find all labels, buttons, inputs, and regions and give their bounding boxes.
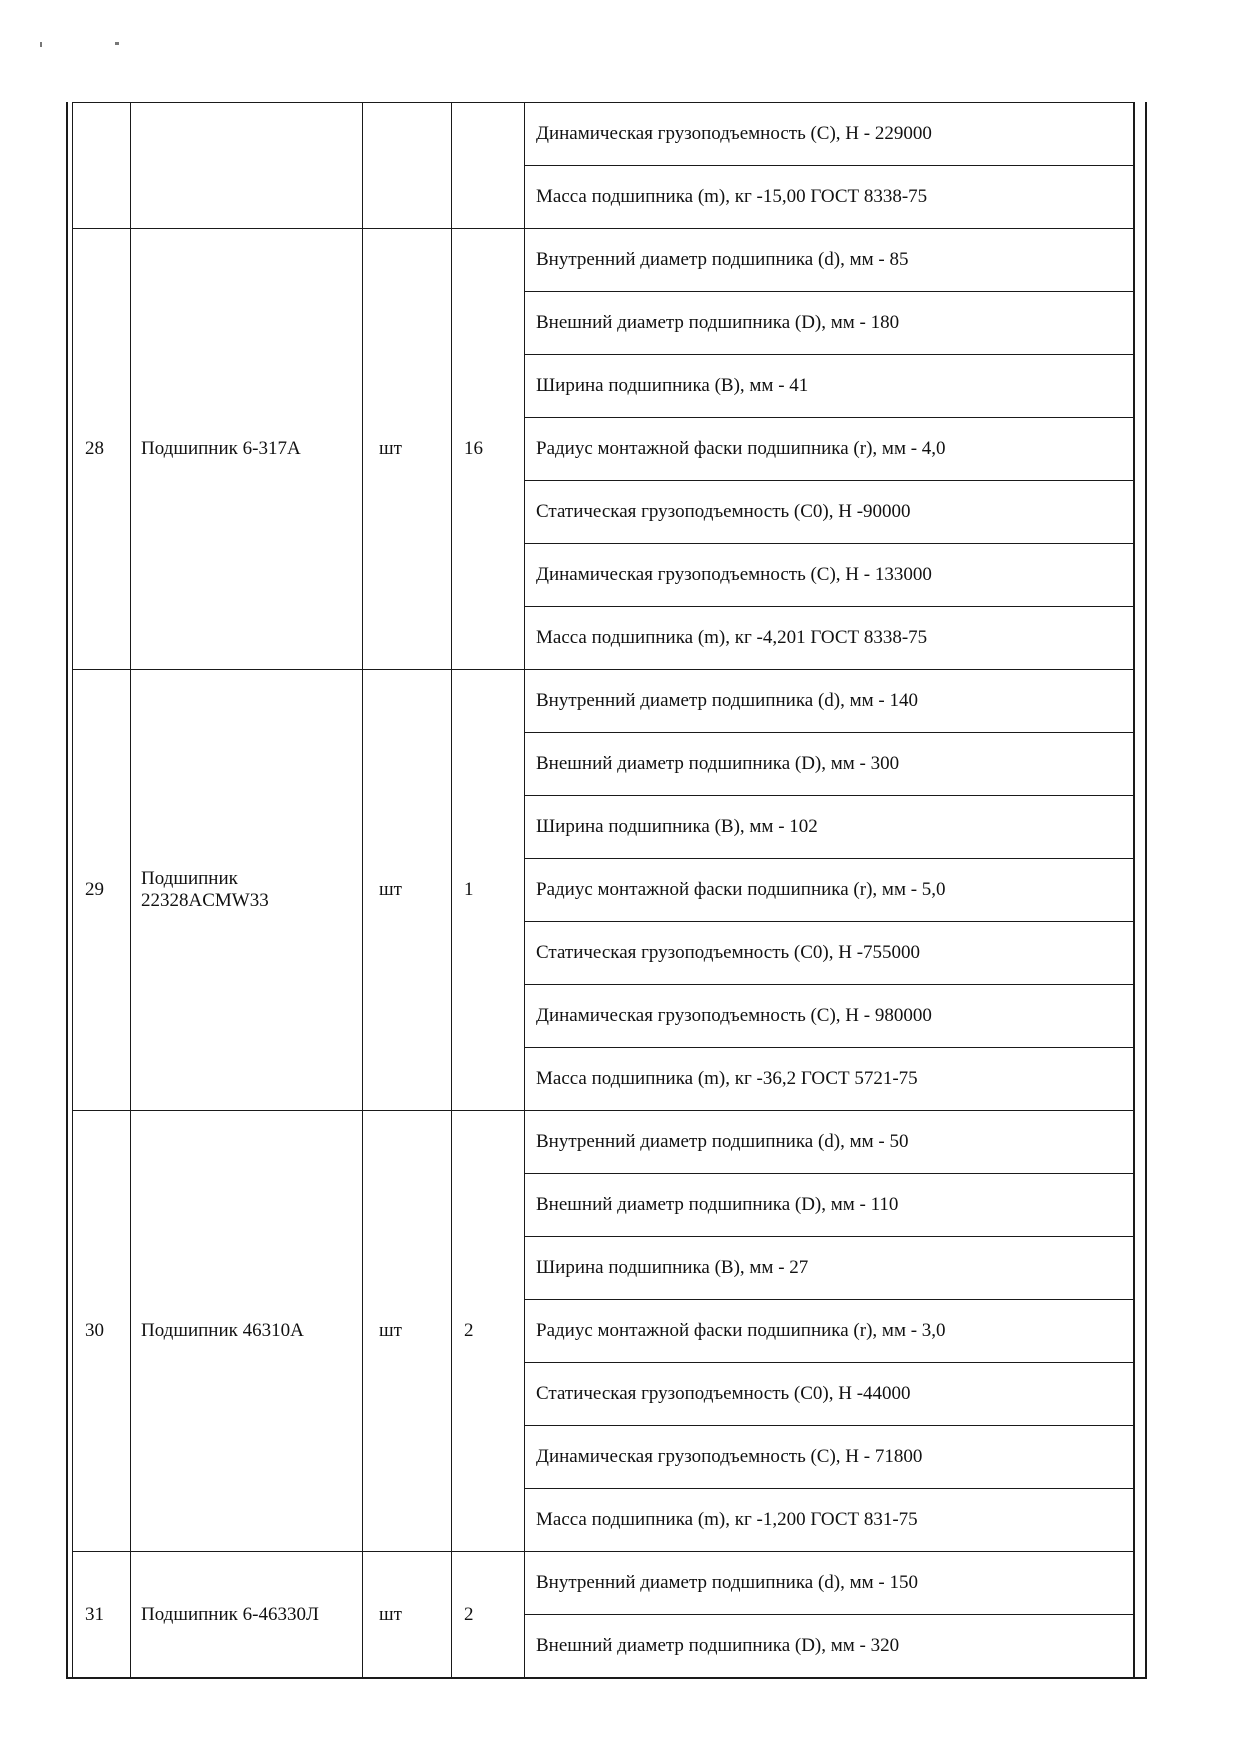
- spec-cell: Динамическая грузоподъемность (С), Н - 229000: [524, 102, 1133, 165]
- cell-name: Подшипник 22328ACMW33: [130, 669, 362, 1110]
- cell-unit: [362, 102, 451, 228]
- spec-cell: Внутренний диаметр подшипника (d), мм - 85: [524, 228, 1133, 291]
- cell-unit: шт: [362, 1110, 451, 1551]
- spec-cell: Масса подшипника (m), кг -15,00 ГОСТ 8338-75: [524, 165, 1133, 228]
- spec-cell: Внешний диаметр подшипника (D), мм - 110: [524, 1173, 1133, 1236]
- spec-cell: Ширина подшипника (В), мм - 27: [524, 1236, 1133, 1299]
- spec-cell: Радиус монтажной фаски подшипника (r), мм - 3,0: [524, 1299, 1133, 1362]
- cell-num: 29: [72, 669, 130, 1110]
- cell-name: Подшипник 6-317А: [130, 228, 362, 669]
- spec-cell: Статическая грузоподъемность (С0), Н -44000: [524, 1362, 1133, 1425]
- spec-cell: Ширина подшипника (В), мм - 102: [524, 795, 1133, 858]
- spec-cell: Внешний диаметр подшипника (D), мм - 320: [524, 1614, 1133, 1677]
- spec-cell: Внешний диаметр подшипника (D), мм - 180: [524, 291, 1133, 354]
- cell-num: 30: [72, 1110, 130, 1551]
- cell-name: Подшипник 6-46330Л: [130, 1551, 362, 1677]
- table-right-border: [1133, 102, 1135, 1679]
- spec-cell: Динамическая грузоподъемность (С), Н - 71800: [524, 1425, 1133, 1488]
- cell-unit: шт: [362, 228, 451, 669]
- scan-artifact: [115, 42, 119, 45]
- spec-cell: Статическая грузоподъемность (С0), Н -755000: [524, 921, 1133, 984]
- cell-name: Подшипник 46310А: [130, 1110, 362, 1551]
- spec-cell: Динамическая грузоподъемность (С), Н - 980000: [524, 984, 1133, 1047]
- cell-name: [130, 102, 362, 228]
- spec-cell: Внешний диаметр подшипника (D), мм - 300: [524, 732, 1133, 795]
- spec-cell: Радиус монтажной фаски подшипника (r), мм - 5,0: [524, 858, 1133, 921]
- cell-unit: шт: [362, 669, 451, 1110]
- cell-qty: 1: [451, 669, 524, 1110]
- spec-cell: Внутренний диаметр подшипника (d), мм - 50: [524, 1110, 1133, 1173]
- cell-num: [72, 102, 130, 228]
- cell-qty: 2: [451, 1110, 524, 1551]
- spec-cell: Масса подшипника (m), кг -4,201 ГОСТ 8338-75: [524, 606, 1133, 669]
- scan-artifact: [40, 42, 42, 47]
- cell-num: 31: [72, 1551, 130, 1677]
- spec-cell: Динамическая грузоподъемность (С), Н - 133000: [524, 543, 1133, 606]
- table-outer-left-border: [66, 102, 68, 1677]
- spec-cell: Внутренний диаметр подшипника (d), мм - 140: [524, 669, 1133, 732]
- cell-qty: 2: [451, 1551, 524, 1677]
- cell-unit: шт: [362, 1551, 451, 1677]
- table-bottom-border: [66, 1677, 1147, 1679]
- spec-cell: Масса подшипника (m), кг -36,2 ГОСТ 5721-75: [524, 1047, 1133, 1110]
- cell-qty: [451, 102, 524, 228]
- table-outer-right-border: [1145, 102, 1147, 1679]
- spec-cell: Радиус монтажной фаски подшипника (r), мм - 4,0: [524, 417, 1133, 480]
- spec-cell: Статическая грузоподъемность (С0), Н -90000: [524, 480, 1133, 543]
- spec-cell: Масса подшипника (m), кг -1,200 ГОСТ 831-75: [524, 1488, 1133, 1551]
- cell-qty: 16: [451, 228, 524, 669]
- spec-cell: Внутренний диаметр подшипника (d), мм - 150: [524, 1551, 1133, 1614]
- cell-num: 28: [72, 228, 130, 669]
- spec-cell: Ширина подшипника (В), мм - 41: [524, 354, 1133, 417]
